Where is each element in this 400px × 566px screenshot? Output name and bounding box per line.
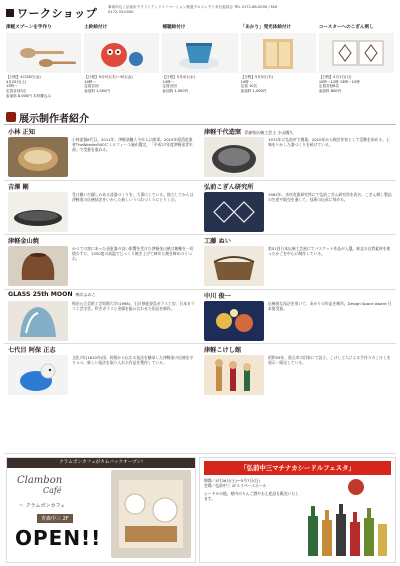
workshop-item-title: コースターへのこぎん刺し <box>318 25 374 30</box>
maker-name: 工藤 ぬい <box>204 238 231 246</box>
maker-photo <box>8 137 68 177</box>
cup-image <box>162 33 237 73</box>
maker-card <box>4 180 200 236</box>
fest-desc: シードルの他、県内のりんご酒やお土産品も販売いたします。 <box>204 490 299 502</box>
workshop-item <box>6 24 81 104</box>
maker-photo <box>204 301 264 341</box>
bottles-image <box>304 498 390 558</box>
maker-name: 津軽金山焼 <box>8 238 39 246</box>
workshop-item-title: 「あかり」発光体絵付け <box>240 25 292 30</box>
fest-dates: 期間／4月26日(土)〜5月7日(日) <box>204 478 260 483</box>
maker-name: 中川 俊一 <box>204 292 231 300</box>
cafe-promo-label: クラムボンカフェがカムバックオープン! <box>7 458 195 468</box>
maker-desc: 第51回日本伝統工芸展にてバスケット作品が入選。東北の自然素材を使ったかごを中心に制作している。 <box>268 246 391 257</box>
maker-card <box>200 289 396 345</box>
workshop-item-info: 【日程】5月5日(木)〜6日(金) 14時〜 定員各回 参加料 1,000円 <box>84 75 133 94</box>
section-icon <box>6 112 16 122</box>
workshop-title: ワークショップ <box>17 7 98 20</box>
maker-name: 弘前こぎん研究所 <box>204 183 254 191</box>
cafe-open-text: OPEN!! <box>15 526 102 550</box>
makers-grid <box>4 124 396 453</box>
coaster-image <box>319 33 394 73</box>
cider-fest-promo <box>199 457 396 563</box>
cafe-promo <box>6 457 196 563</box>
maker-card <box>4 234 200 290</box>
section-header <box>6 110 89 124</box>
bell-image <box>84 33 159 73</box>
maker-name: 津軽こけし館 <box>204 347 242 355</box>
apple-icon <box>348 479 364 495</box>
maker-photo <box>204 355 264 395</box>
maker-photo <box>204 246 264 286</box>
maker-card <box>200 125 396 181</box>
maker-photo <box>8 301 68 341</box>
maker-name: 小林 正知 <box>8 129 35 136</box>
maker-card <box>200 234 396 290</box>
maker-name: GLASS 25th MOON 鳴川ふみこ <box>8 290 96 298</box>
cafe-brand: Clambon <box>17 475 63 486</box>
maker-card <box>4 125 200 181</box>
workshop-item-info: 【日程】4月28日(金) 4月29日(土) 13時〜 定員各回5名 参加料 8,000円 木材費込み <box>6 75 51 98</box>
fest-info <box>204 478 300 502</box>
maker-desc: 1962年、木村産業研究所にて弘前こぎん研究所を改名、こぎん刺し製品の生産や販売を通して、技術の伝承に努める。 <box>268 191 392 202</box>
maker-photo <box>204 192 264 232</box>
workshop-item-info: 【日程】5月4日(水) 14時〜 定員各回 参加料 1,500円 <box>162 75 195 94</box>
workshop-item <box>319 24 394 104</box>
cafe-photo <box>111 470 191 558</box>
maker-name: 津軽千代造窯 青森県伝統工芸士 小山陽久 <box>204 129 294 136</box>
workshop-item-title: 補聴絵付け <box>162 25 186 30</box>
maker-photo <box>8 355 68 395</box>
maker-desc: 1972年に弘前市で創業。2010年から陶芸作家として活動を始める。土味をいかした器づくりを続けている。 <box>268 137 390 147</box>
workshop-item <box>162 24 237 104</box>
maker-name: 吉澤 剛 <box>8 183 29 191</box>
workshop-item <box>84 24 159 104</box>
fest-title: 「弘前中三マチナカシードルフェスタ」 <box>204 461 391 475</box>
maker-card <box>4 289 200 345</box>
workshop-header <box>6 6 97 20</box>
cafe-floor: 青森中三 2F <box>37 514 73 523</box>
maker-card <box>4 343 200 453</box>
cafe-brand-sub: Café <box>43 486 62 495</box>
cafe-tagline: 〜 クラムボンカフェ <box>19 503 66 509</box>
maker-desc: 小林漆器6代目。2011年、津軽塗職人今年入に師事。2015年経済産業省TheWonder500にミルフィーユ碗が選定。「平成27年度津軽塗青年部」で受賞を重ねる。 <box>72 137 193 152</box>
spoon-image <box>6 33 81 73</box>
workshop-item-title: 津軽スプーンを手作り <box>6 25 52 30</box>
lamp-image <box>241 33 316 73</box>
maker-desc: 昭和55年、黒石市の旧家にて設立。こけし工人による手作りのこけしを展示・販売している。 <box>268 355 391 366</box>
maker-desc: かつての窯にあった須恵器の良い影響を受けた津軽金山焼は無釉を一切使わずに、1350度の高温でじっくり焼き上げて締めた焼き締めのうつわ。 <box>72 246 194 262</box>
maker-desc: 秋田公立美術工芸短期大学(1998)、石川県能登島ガラス工房、日本ガラス工芸学会。吹きガラスと金属を組み合わせた作品を制作。 <box>72 300 195 311</box>
workshop-item-info: 【日程】5月5日(木) 14時〜 定員 10名 参加料 1,000円 <box>240 75 274 94</box>
maker-photo <box>204 137 264 177</box>
workshop-item-info: 【日程】5月1日(日) 10時〜12時 13時〜15時 定員各回8名 参加料 800円 <box>318 75 360 94</box>
section-title: 展示制作者紹介 <box>19 113 89 125</box>
workshop-item-title: 土鈴絵付け <box>84 25 108 30</box>
maker-photo <box>8 246 68 286</box>
fest-place: 会場／弘前中三 1Fエスペースホール <box>204 483 267 489</box>
maker-desc: 受け継いだ親しみある漆器づくりを、大事にしている。独立してからは津軽塗の伝統技法をいかした新しいうつわづくりにとりくむ。 <box>72 191 194 202</box>
maker-desc: 文化7年(1810年)頃、阿保から伝わる技法を継承した津軽塗の伝統を守りつつ、新しい技法を取り入れた作品を製作している。 <box>72 355 194 366</box>
maker-card <box>200 343 396 453</box>
maker-name: 七代目 阿保 正志 <box>8 347 56 355</box>
workshop-row <box>6 24 394 104</box>
workshop-item <box>241 24 316 104</box>
workshop-note: 事前申込 / 弘前市クラフトアンドリノベーション推進プロジェクト実行委員会 TEL 0172-88-0000 / FAX 0172-33-0000 <box>108 5 278 14</box>
maker-photo <box>8 192 68 232</box>
workshop-mark-icon <box>6 9 14 17</box>
maker-card <box>200 180 396 236</box>
maker-desc: 伝統的な技法を用いて、あかりの作品を制作。Design Space Award 日本賞受賞。 <box>268 300 392 311</box>
